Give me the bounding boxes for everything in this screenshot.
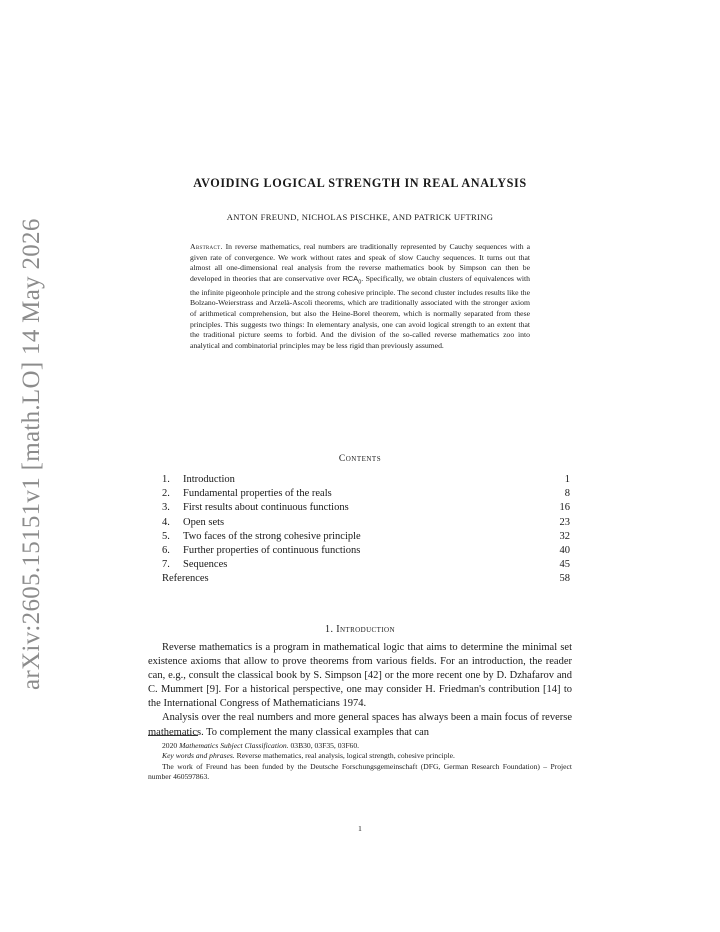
toc-entry-page: 32 bbox=[559, 530, 570, 542]
paper-authors: ANTON FREUND, NICHOLAS PISCHKE, AND PATRICK UFTRING bbox=[226, 212, 494, 222]
toc-entry-title: References bbox=[162, 573, 209, 585]
toc-entry-page: 8 bbox=[564, 488, 570, 500]
section-heading-introduction: 1. Introduction bbox=[325, 624, 395, 635]
toc-entry-title: Introduction bbox=[183, 474, 235, 485]
toc-entry[interactable] bbox=[162, 473, 570, 487]
page-number: 1 bbox=[358, 824, 362, 833]
toc-entry-title: Further properties of continuous functions bbox=[183, 544, 361, 556]
contents-heading: Contents bbox=[338, 454, 382, 464]
body-paragraph: Reverse mathematics is a program in mathematical logic that aims to determine the minimal set existence axioms that allow to prove theorems from various fields. For an introduction, the reader can, e.g., consult the classical book by S. Simpson [42] or the more recent one by D. Dzhafarov and C. Mummert [9]. For a historical perspective, one may consider H. Friedman's contribution [14] to the International Congress of Mathematicians 1974. bbox=[148, 642, 572, 710]
keywords-text: Reverse mathematics, real analysis, logical strength, cohesive principle. bbox=[236, 751, 455, 761]
toc-entry-title: Sequences bbox=[183, 559, 228, 571]
rca0-system bbox=[342, 273, 362, 286]
body-paragraph: Analysis over the real numbers and more general spaces has always been a main focus of reverse mathematics. To complement the many classical examples that can bbox=[148, 712, 572, 738]
toc-entry-number: 4. bbox=[162, 516, 170, 528]
toc-entry-page: 1 bbox=[564, 474, 570, 485]
toc-entry-title: Two faces of the strong cohesive principle bbox=[183, 530, 361, 542]
footnote-msc bbox=[148, 741, 572, 751]
msc-codes: 03B30, 03F35, 03F60. bbox=[290, 741, 360, 750]
toc-entry-title: Fundamental properties of the reals bbox=[183, 488, 332, 500]
toc-entry[interactable] bbox=[162, 501, 570, 515]
toc-entry[interactable] bbox=[162, 530, 570, 544]
toc-entry-number: 5. bbox=[162, 530, 170, 542]
toc-entry-page: 16 bbox=[559, 502, 570, 514]
rca-system-subscript: 0 bbox=[358, 279, 362, 286]
toc-entry-page: 45 bbox=[559, 559, 570, 571]
footnote-keywords bbox=[148, 751, 572, 761]
keywords-label: Key words and phrases. bbox=[162, 751, 235, 761]
rca-system-name: RCA bbox=[342, 273, 359, 283]
toc-entry[interactable] bbox=[162, 572, 570, 586]
abstract-label: Abstract. bbox=[190, 242, 223, 251]
toc-entry-number: 2. bbox=[162, 488, 170, 500]
toc-entry-page: 40 bbox=[559, 544, 570, 556]
toc-entry-number: 7. bbox=[162, 559, 170, 571]
toc-entry-page: 58 bbox=[559, 573, 570, 585]
toc-entry-number: 3. bbox=[162, 502, 170, 514]
toc-entry-number: 6. bbox=[162, 544, 170, 556]
msc-year: 2020 bbox=[162, 741, 178, 750]
table-of-contents bbox=[162, 473, 570, 587]
toc-entry-title: First results about continuous functions bbox=[183, 502, 349, 514]
introduction-body bbox=[148, 641, 572, 740]
toc-entry[interactable] bbox=[162, 544, 570, 558]
footnotes bbox=[148, 741, 572, 783]
footnote-funding: The work of Freund has been funded by the Deutsche Forschungsgemeinschaft (DFG, German Research Foundation) – Project number 460597863. bbox=[148, 761, 572, 782]
arxiv-identifier-stamp: arXiv:2605.15151v1 [math.LO] 14 May 2026 bbox=[18, 218, 45, 690]
toc-entry[interactable] bbox=[162, 516, 570, 530]
toc-entry-number: 1. bbox=[162, 474, 170, 485]
toc-entry[interactable] bbox=[162, 558, 570, 572]
toc-entry-title: Open sets bbox=[183, 516, 225, 528]
abstract-text-part-2: . Specifically, we obtain clusters of equivalences with the infinite pigeonhole principle and the strong cohesive principle. The second cluster includes results like the Bolzano-Weierstrass and Arzelà-Ascoli theorems, which are traditionally associated with the stronger axiom of arithmetical comprehension, but also the Heine-Borel theorem, which is normally separated from these principles. This suggests two things: In elementary analysis, one can avoid logical strength to an extent that the traditional picture seems to forbid. And the division of the so-called reverse mathematics zoo into analytical and combinatorial principles may be less rigid than previously assumed. bbox=[190, 273, 530, 350]
toc-entry[interactable] bbox=[162, 487, 570, 501]
abstract bbox=[190, 242, 530, 351]
toc-entry-page: 23 bbox=[559, 516, 570, 528]
msc-label: Mathematics Subject Classification. bbox=[179, 741, 289, 750]
abstract-text-part-1: In reverse mathematics, real numbers are traditionally represented by Cauchy sequences with a given rate of convergence. We work without rates and speak of slow Cauchy sequences. It turns out that almost all one-dimensional real analysis from the reverse mathematics book by Simpson can then be developed in theories that are conservative over bbox=[190, 242, 530, 283]
footnote-rule bbox=[148, 735, 198, 736]
paper-title: AVOIDING LOGICAL STRENGTH IN REAL ANALYSIS bbox=[193, 176, 527, 190]
